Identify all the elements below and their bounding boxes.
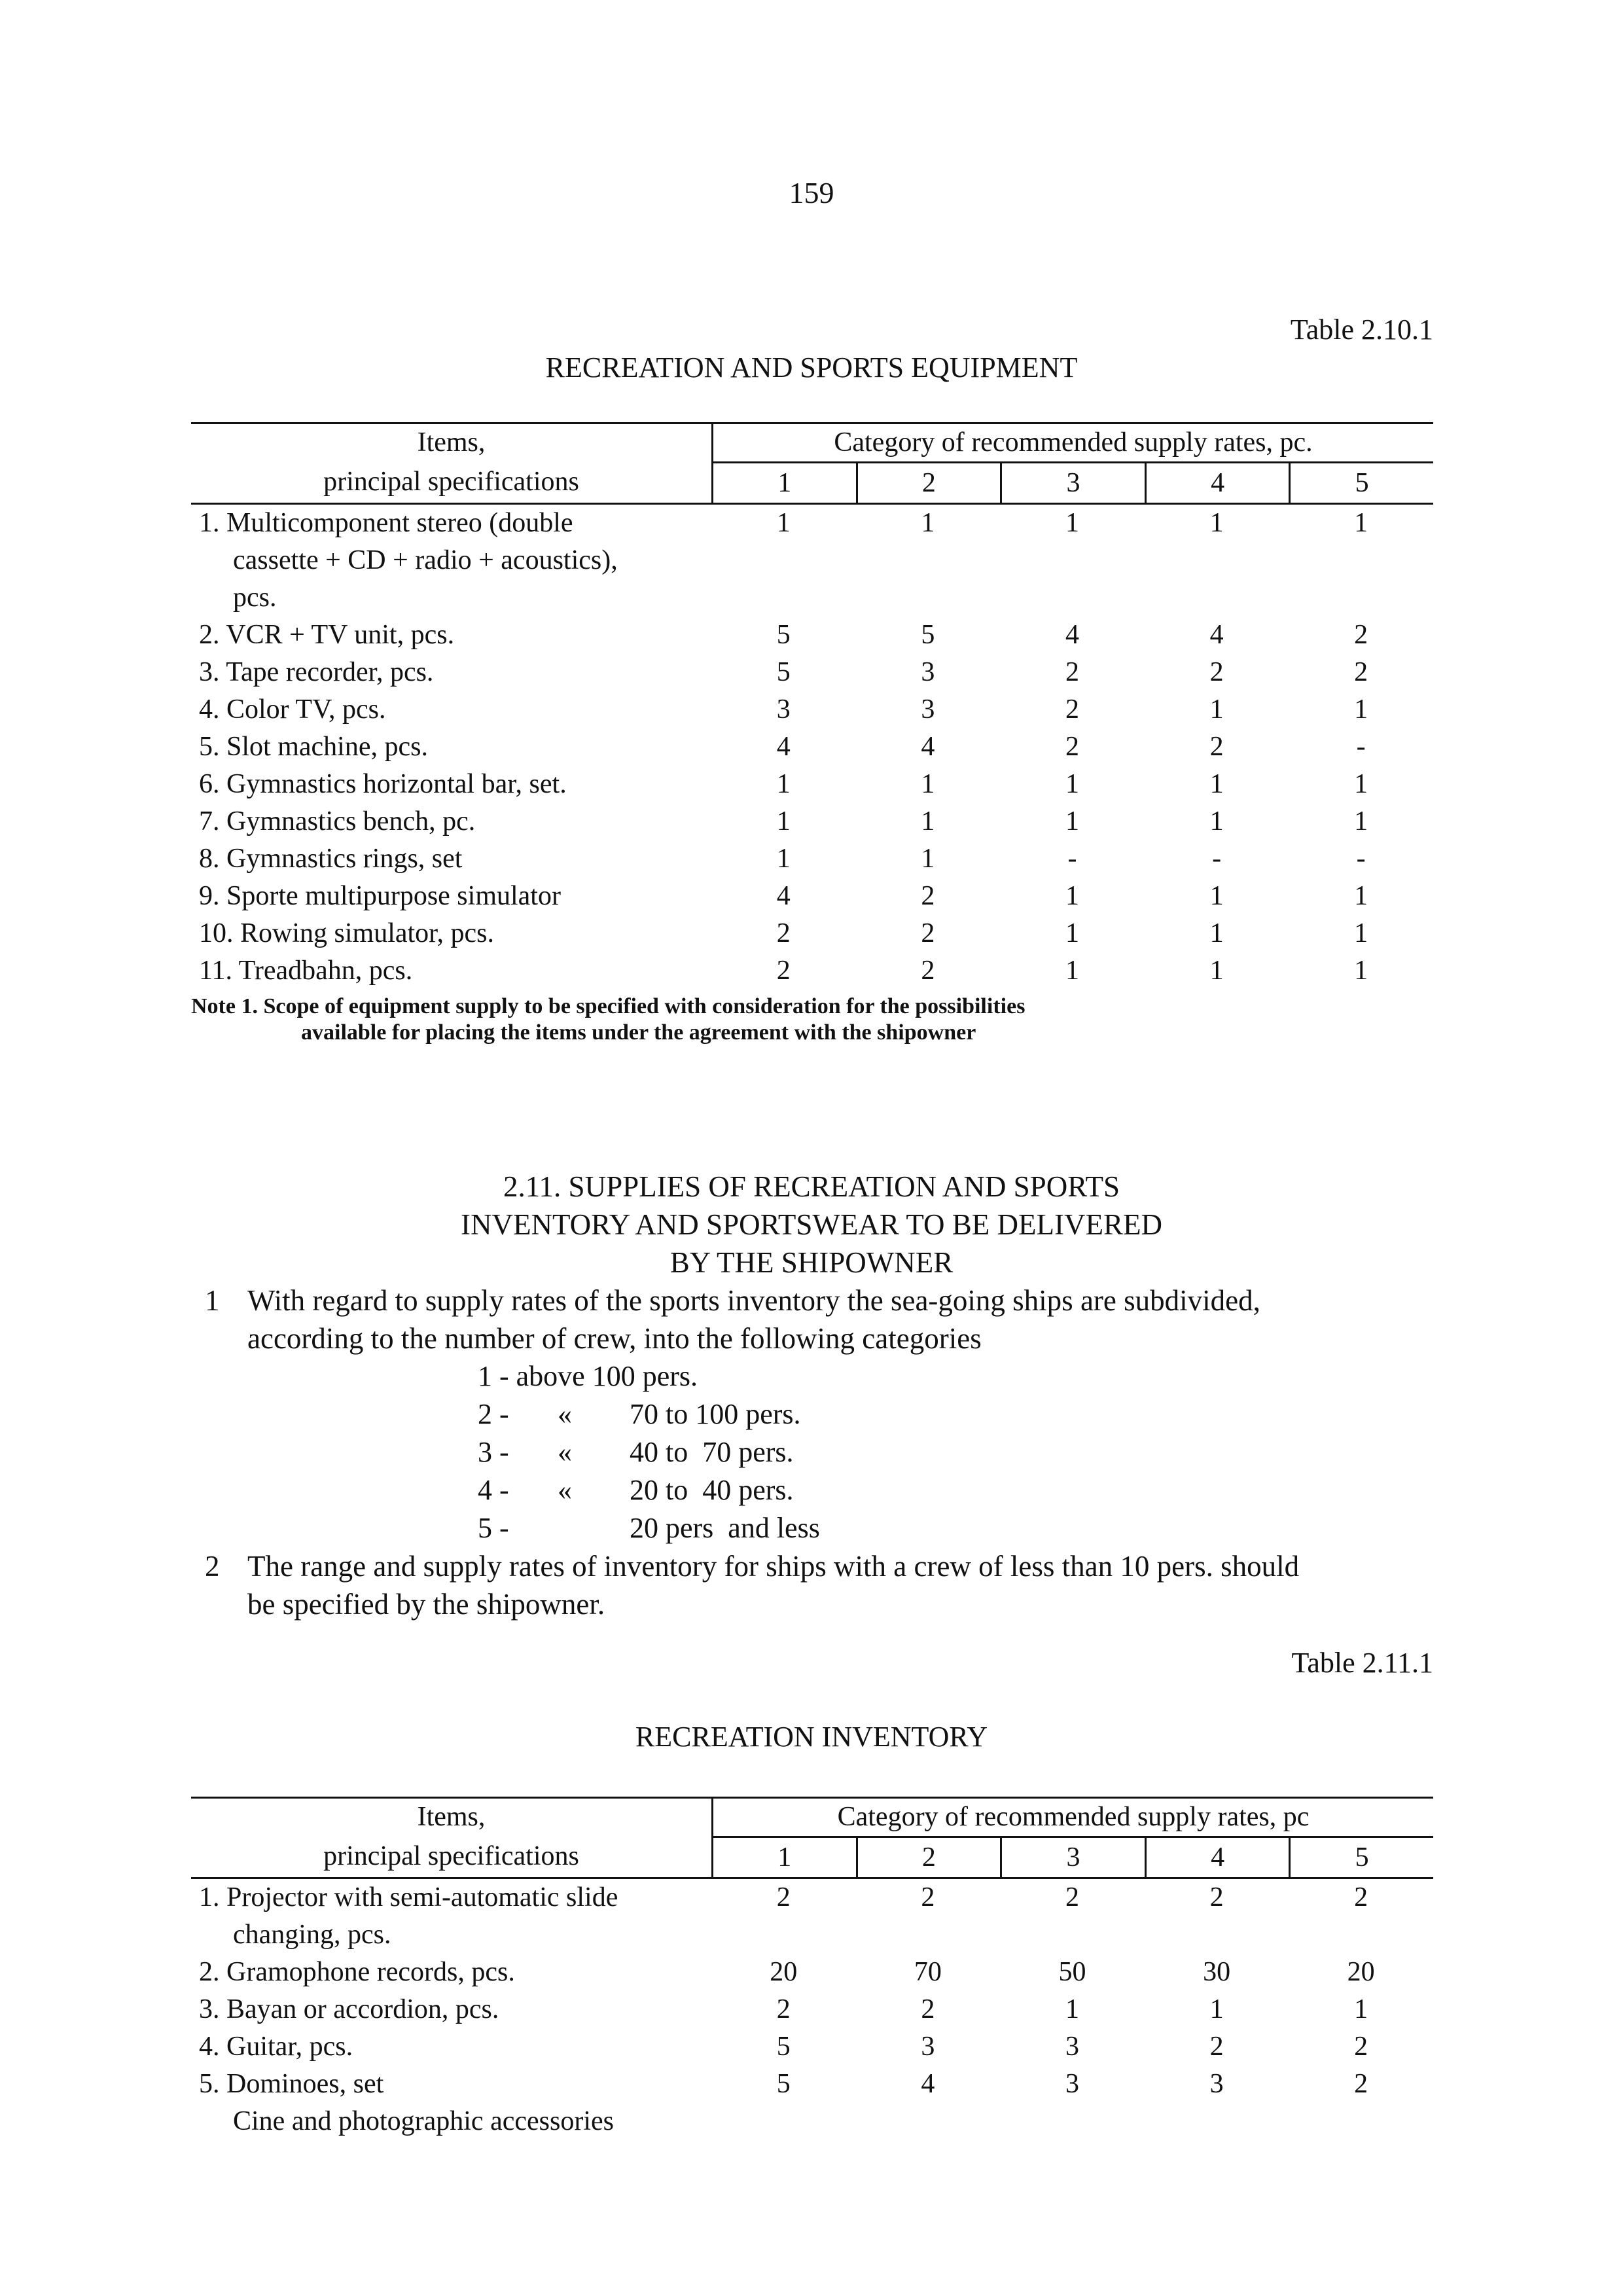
row-item bbox=[191, 2066, 711, 2140]
row-values bbox=[711, 654, 1433, 691]
table-note bbox=[191, 994, 1025, 1046]
row-values bbox=[711, 952, 1433, 990]
category-3-value: 1 bbox=[1065, 806, 1079, 836]
category-2-value: 70 bbox=[914, 1957, 942, 1987]
table-row bbox=[191, 915, 1433, 952]
table-row bbox=[191, 654, 1433, 691]
row-item bbox=[191, 2028, 711, 2066]
category-1-value: 2 bbox=[776, 1882, 791, 1912]
table-title: RECREATION AND SPORTS EQUIPMENT bbox=[545, 351, 1078, 384]
category-1-value: 4 bbox=[776, 881, 791, 911]
category-1-value: 2 bbox=[776, 918, 791, 948]
category-col-5: 5 bbox=[1355, 468, 1369, 498]
category-4-value: 3 bbox=[1209, 2069, 1224, 2099]
category-1-value: 1 bbox=[776, 806, 791, 836]
category-label: 5 - bbox=[478, 1512, 509, 1544]
category-label: 1 - above 100 pers. bbox=[478, 1360, 698, 1392]
category-col-4: 4 bbox=[1147, 463, 1291, 503]
category-5-value: 2 bbox=[1354, 2069, 1368, 2099]
table-row bbox=[191, 1991, 1433, 2028]
paragraph-2-number: 2 bbox=[205, 1550, 220, 1583]
category-5-value: - bbox=[1356, 844, 1366, 874]
category-5-value: 1 bbox=[1354, 806, 1368, 836]
item-name: 7. Gymnastics bench, pc. bbox=[199, 806, 476, 836]
row-values bbox=[711, 878, 1433, 915]
category-3-value: 1 bbox=[1065, 881, 1079, 911]
category-3-value: 4 bbox=[1065, 620, 1079, 650]
category-col-1: 1 bbox=[713, 463, 858, 503]
category-4-value: 2 bbox=[1209, 732, 1224, 762]
category-1-value: 2 bbox=[776, 956, 791, 986]
category-4-value: - bbox=[1212, 844, 1222, 874]
ditto-mark: « bbox=[558, 1398, 572, 1430]
category-1-value: 4 bbox=[776, 732, 791, 762]
table-row bbox=[191, 840, 1433, 878]
category-3-value: 1 bbox=[1065, 918, 1079, 948]
category-2-value: 1 bbox=[921, 806, 935, 836]
paragraph-1-line-2: according to the number of crew, into the following categories bbox=[247, 1322, 982, 1355]
section-heading-line-1: 2.11. SUPPLIES OF RECREATION AND SPORTS bbox=[503, 1170, 1120, 1203]
item-name: 4. Color TV, pcs. bbox=[199, 694, 386, 725]
category-col-2: 2 bbox=[858, 1838, 1003, 1877]
table-row bbox=[191, 1879, 1433, 1954]
row-item bbox=[191, 1954, 711, 1991]
category-4-value: 1 bbox=[1209, 694, 1224, 725]
category-col-5: 5 bbox=[1355, 1842, 1369, 1873]
item-name: 11. Treadbahn, pcs. bbox=[199, 956, 413, 986]
page-number: 159 bbox=[789, 176, 834, 209]
category-5-value: 1 bbox=[1354, 881, 1368, 911]
item-name: 8. Gymnastics rings, set bbox=[199, 844, 463, 874]
row-item bbox=[191, 654, 711, 691]
category-2-value: 3 bbox=[921, 694, 935, 725]
note-line-1: Note 1. Scope of equipment supply to be specified with consideration for the possibilities bbox=[191, 994, 1026, 1018]
category-4-value: 1 bbox=[1209, 1994, 1224, 2024]
table-row bbox=[191, 1954, 1433, 1991]
items-header-line1: Items, bbox=[417, 1802, 486, 1832]
category-1-value: 5 bbox=[776, 2069, 791, 2099]
ditto-mark bbox=[558, 1509, 630, 1547]
ditto-mark: « bbox=[558, 1474, 572, 1506]
category-3-value: 50 bbox=[1058, 1957, 1086, 1987]
category-3-value: 2 bbox=[1065, 694, 1079, 725]
row-item bbox=[191, 766, 711, 803]
item-name: 3. Tape recorder, pcs. bbox=[199, 657, 434, 687]
table-row bbox=[191, 2066, 1433, 2140]
table-body bbox=[191, 505, 1433, 990]
category-5-value: 2 bbox=[1354, 620, 1368, 650]
category-4-value: 1 bbox=[1209, 508, 1224, 538]
table-title: RECREATION INVENTORY bbox=[635, 1721, 988, 1753]
row-values bbox=[711, 766, 1433, 803]
category-5-value: 1 bbox=[1354, 956, 1368, 986]
category-2-value: 1 bbox=[921, 844, 935, 874]
table-row bbox=[191, 2028, 1433, 2066]
category-5-value: 1 bbox=[1354, 769, 1368, 799]
item-name: 2. Gramophone records, pcs. bbox=[199, 1957, 515, 1987]
category-header: Category of recommended supply rates, pc bbox=[711, 1799, 1433, 1838]
category-1-value: 5 bbox=[776, 620, 791, 650]
category-1-value: 5 bbox=[776, 2032, 791, 2062]
category-label: 3 - bbox=[478, 1436, 509, 1468]
item-continuation: changing, pcs. bbox=[233, 1920, 391, 1950]
category-1-value: 1 bbox=[776, 769, 791, 799]
items-header bbox=[191, 424, 711, 503]
crew-category-5 bbox=[478, 1509, 891, 1547]
table-body bbox=[191, 1879, 1433, 2140]
table-header bbox=[191, 1797, 1433, 1879]
category-1-value: 3 bbox=[776, 694, 791, 725]
row-values bbox=[711, 1991, 1433, 2028]
category-2-value: 4 bbox=[921, 732, 935, 762]
category-2-value: 1 bbox=[921, 769, 935, 799]
item-name: 5. Dominoes, set bbox=[199, 2069, 384, 2099]
category-4-value: 2 bbox=[1209, 1882, 1224, 1912]
category-4-value: 30 bbox=[1203, 1957, 1231, 1987]
category-4-value: 1 bbox=[1209, 918, 1224, 948]
category-1-value: 20 bbox=[770, 1957, 798, 1987]
item-name: 4. Guitar, pcs. bbox=[199, 2032, 353, 2062]
category-col-4: 4 bbox=[1147, 1838, 1291, 1877]
category-4-value: 1 bbox=[1209, 881, 1224, 911]
row-item bbox=[191, 803, 711, 840]
category-4-value: 4 bbox=[1209, 620, 1224, 650]
category-col-1: 1 bbox=[713, 1838, 858, 1877]
category-3-value: 3 bbox=[1065, 2069, 1079, 2099]
item-name: 1. Multicomponent stereo (double bbox=[199, 508, 573, 538]
item-name: 10. Rowing simulator, pcs. bbox=[199, 918, 494, 948]
category-col-2: 2 bbox=[858, 463, 1003, 503]
category-range: 40 to 70 pers. bbox=[630, 1436, 794, 1468]
category-5-value: 1 bbox=[1354, 508, 1368, 538]
item-name: 1. Projector with semi-automatic slide bbox=[199, 1882, 618, 1912]
category-columns bbox=[711, 463, 1433, 503]
category-1-value: 1 bbox=[776, 844, 791, 874]
row-values bbox=[711, 803, 1433, 840]
item-name: 9. Sporte multipurpose simulator bbox=[199, 881, 561, 911]
category-3-value: 1 bbox=[1065, 956, 1079, 986]
table-number: Table 2.11.1 bbox=[1291, 1647, 1433, 1679]
item-name: 3. Bayan or accordion, pcs. bbox=[199, 1994, 499, 2024]
category-header: Category of recommended supply rates, pc. bbox=[711, 424, 1433, 463]
category-1-value: 1 bbox=[776, 508, 791, 538]
category-5-value: 2 bbox=[1354, 657, 1368, 687]
category-3-value: 3 bbox=[1065, 2032, 1079, 2062]
category-2-value: 3 bbox=[921, 2032, 935, 2062]
category-5-value: 1 bbox=[1354, 1994, 1368, 2024]
paragraph-2-line-2: be specified by the shipowner. bbox=[247, 1588, 605, 1621]
ditto-mark: « bbox=[558, 1436, 572, 1468]
category-3-value: 1 bbox=[1065, 1994, 1079, 2024]
category-range: 20 to 40 pers. bbox=[630, 1474, 794, 1506]
row-item bbox=[191, 878, 711, 915]
category-3-value: 2 bbox=[1065, 1882, 1079, 1912]
category-3-value: - bbox=[1067, 844, 1077, 874]
row-item bbox=[191, 617, 711, 654]
table-row bbox=[191, 952, 1433, 990]
category-4-value: 1 bbox=[1209, 769, 1224, 799]
items-header-line2: principal specifications bbox=[323, 1841, 579, 1871]
category-2-value: 2 bbox=[921, 1994, 935, 2024]
row-values bbox=[711, 2066, 1433, 2140]
row-values bbox=[711, 617, 1433, 654]
category-label: 2 - bbox=[478, 1398, 509, 1430]
category-3-value: 1 bbox=[1065, 769, 1079, 799]
row-values bbox=[711, 505, 1433, 617]
item-continuation: cassette + CD + radio + acoustics), bbox=[233, 545, 618, 575]
table-row bbox=[191, 505, 1433, 617]
row-item bbox=[191, 840, 711, 878]
category-5-value: - bbox=[1356, 732, 1366, 762]
table-row bbox=[191, 766, 1433, 803]
category-col-3: 3 bbox=[1002, 463, 1147, 503]
category-2-value: 1 bbox=[921, 508, 935, 538]
category-col-3: 3 bbox=[1002, 1838, 1147, 1877]
paragraph-2-line-1: The range and supply rates of inventory for ships with a crew of less than 10 pers. should bbox=[247, 1550, 1300, 1583]
table-row bbox=[191, 617, 1433, 654]
row-values bbox=[711, 1879, 1433, 1954]
items-header-line2: principal specifications bbox=[323, 467, 579, 497]
crew-category-4 bbox=[478, 1471, 891, 1509]
equipment-table bbox=[191, 422, 1433, 990]
row-item bbox=[191, 691, 711, 728]
item-name: 6. Gymnastics horizontal bar, set. bbox=[199, 769, 567, 799]
row-item bbox=[191, 1991, 711, 2028]
row-values bbox=[711, 691, 1433, 728]
row-values bbox=[711, 840, 1433, 878]
category-4-value: 1 bbox=[1209, 806, 1224, 836]
row-item bbox=[191, 1879, 711, 1954]
crew-category-list bbox=[478, 1357, 891, 1547]
category-4-value: 2 bbox=[1209, 2032, 1224, 2062]
paragraph-2 bbox=[205, 1547, 1438, 1623]
crew-category-3 bbox=[478, 1433, 891, 1471]
category-2-value: 4 bbox=[921, 2069, 935, 2099]
category-columns bbox=[711, 1838, 1433, 1877]
table-row bbox=[191, 878, 1433, 915]
row-item bbox=[191, 915, 711, 952]
table-row bbox=[191, 728, 1433, 766]
category-4-value: 2 bbox=[1209, 657, 1224, 687]
category-5-value: 2 bbox=[1354, 2032, 1368, 2062]
category-range: 20 pers and less bbox=[630, 1512, 820, 1544]
item-continuation: pcs. bbox=[233, 583, 277, 613]
category-4-value: 1 bbox=[1209, 956, 1224, 986]
category-2-value: 2 bbox=[921, 956, 935, 986]
category-1-value: 5 bbox=[776, 657, 791, 687]
row-values bbox=[711, 915, 1433, 952]
section-heading-line-3: BY THE SHIPOWNER bbox=[669, 1246, 954, 1279]
category-3-value: 2 bbox=[1065, 732, 1079, 762]
inventory-table bbox=[191, 1797, 1433, 2140]
category-5-value: 1 bbox=[1354, 918, 1368, 948]
row-item bbox=[191, 952, 711, 990]
category-2-value: 2 bbox=[921, 1882, 935, 1912]
paragraph-1-line-1: With regard to supply rates of the sports inventory the sea-going ships are subdivided, bbox=[247, 1284, 1260, 1317]
category-1-value: 2 bbox=[776, 1994, 791, 2024]
table-row bbox=[191, 691, 1433, 728]
row-item bbox=[191, 728, 711, 766]
category-label: 4 - bbox=[478, 1474, 509, 1506]
table-header bbox=[191, 422, 1433, 505]
category-2-value: 5 bbox=[921, 620, 935, 650]
items-header bbox=[191, 1799, 711, 1877]
category-2-value: 2 bbox=[921, 918, 935, 948]
table-number: Table 2.10.1 bbox=[1290, 314, 1433, 346]
category-2-value: 3 bbox=[921, 657, 935, 687]
row-item bbox=[191, 505, 711, 617]
table-row bbox=[191, 803, 1433, 840]
item-name: 2. VCR + TV unit, pcs. bbox=[199, 620, 455, 650]
section-heading-line-2: INVENTORY AND SPORTSWEAR TO BE DELIVERED bbox=[461, 1208, 1162, 1241]
paragraph-1 bbox=[205, 1282, 1438, 1357]
crew-category-1 bbox=[478, 1357, 891, 1395]
category-3-value: 1 bbox=[1065, 508, 1079, 538]
paragraph-1-number: 1 bbox=[205, 1284, 220, 1317]
category-3-value: 2 bbox=[1065, 657, 1079, 687]
category-5-value: 1 bbox=[1354, 694, 1368, 725]
items-header-line1: Items, bbox=[417, 427, 486, 457]
note-line-2: available for placing the items under the agreement with the shipowner bbox=[301, 1020, 976, 1045]
category-2-value: 2 bbox=[921, 881, 935, 911]
item-name: 5. Slot machine, pcs. bbox=[199, 732, 428, 762]
category-5-value: 20 bbox=[1347, 1957, 1375, 1987]
category-range: 70 to 100 pers. bbox=[630, 1398, 801, 1430]
item-continuation: Cine and photographic accessories bbox=[233, 2106, 614, 2136]
row-values bbox=[711, 1954, 1433, 1991]
category-5-value: 2 bbox=[1354, 1882, 1368, 1912]
crew-category-2 bbox=[478, 1395, 891, 1433]
row-values bbox=[711, 728, 1433, 766]
row-values bbox=[711, 2028, 1433, 2066]
